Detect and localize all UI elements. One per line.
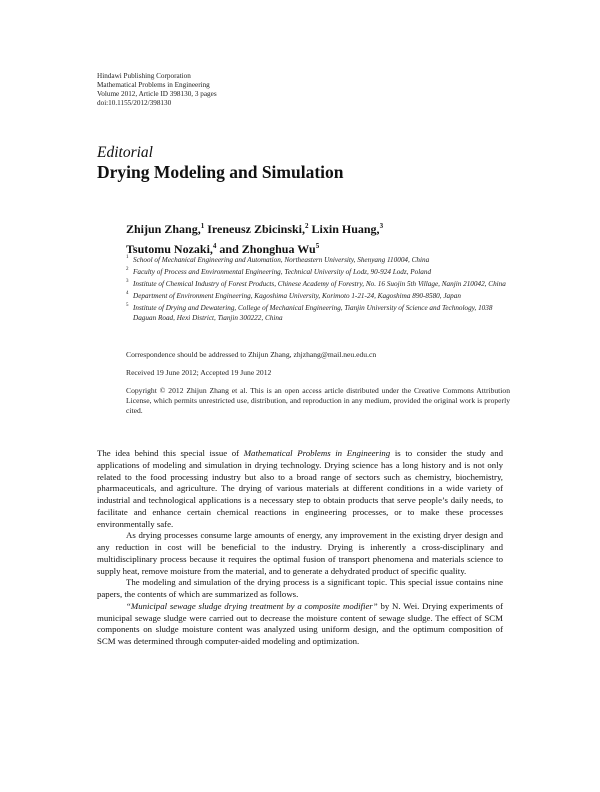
affiliation-text: Institute of Drying and Dewatering, College of Mechanical Engineering, Tianjin University of Science and Technology, 1038 Daguan Road, Hexi District, Tianjin 300222, China [133, 303, 493, 323]
affiliation-item [126, 255, 510, 265]
affiliations [126, 255, 510, 325]
body-text: is to consider the study and applications of modeling and simulation in drying technology. Drying science has a long history and is not only related to the food processing industry but also to a broad range of sectors such as chemistry, biochemistry, pharmaceuticals, and agriculture. The drying of various materials at different conditions in a wide variety of industrial and technological applications is a necessary step to obtain products that serve people’s daily needs, to facilitate and enhance certain chemical reactions in engineering processes, or to make these processes environmentally safe. [97, 448, 503, 529]
author-name: Tsutomu Nozaki, [126, 241, 213, 256]
publisher-info [97, 72, 217, 108]
affiliation-text: School of Mechanical Engineering and Automation, Northeastern University, Shenyang 110004, China [133, 256, 430, 264]
article-title: Drying Modeling and Simulation [97, 162, 344, 182]
body-text: The idea behind this special issue of [97, 448, 244, 458]
journal-title: Mathematical Problems in Engineering [243, 448, 391, 458]
author-name: Lixin Huang, [311, 222, 380, 236]
volume-info: Volume 2012, Article ID 398130, 3 pages [97, 90, 217, 99]
affiliation-text: Institute of Chemical Industry of Forest Products, Chinese Academy of Forestry, No. 16 Suojin 5th Village, Nanjin 210042, China [133, 279, 506, 288]
author-name: Ireneusz Zbicinski, [207, 222, 306, 236]
author-line-1 [126, 218, 506, 238]
body-paragraph [97, 601, 503, 648]
author-affil-ref: 3 [379, 222, 384, 230]
body-paragraph: As drying processes consume large amounts of energy, any improvement in the existing dryer design and any reduction in cost will be beneficial to the industry. Drying is inherently a cross-disciplinary and multidisciplinary process because it requires the optimal fusion of transport phenomena and materials science to supply heat, remove moisture from the material, and to generate a dehydrated product of specific quality. [97, 530, 503, 576]
publisher-name: Hindawi Publishing Corporation [97, 72, 191, 80]
author-list [126, 218, 506, 257]
body-paragraph [97, 448, 503, 530]
affiliation-number: 3 [126, 278, 129, 284]
correspondence: Correspondence should be addressed to Zhijun Zhang, zhjzhang@mail.neu.edu.cn [126, 350, 377, 359]
affiliation-item [126, 279, 510, 289]
article-body [97, 448, 503, 648]
body-text: by N. Wei. Drying experiments of municipal sewage sludge were carried out to decrease the moisture content of sewage sludge. The effect of SCM components on sludge moisture content was analyzed using uniform design, and the optimum composition of SCM was determined through computer-aided modeling and optimization. [97, 600, 503, 646]
article-type: Editorial [97, 144, 153, 161]
author-affil-ref: 1 [200, 222, 205, 230]
author-affil-ref: 5 [315, 241, 320, 250]
received-accepted-dates: Received 19 June 2012; Accepted 19 June 2012 [126, 368, 272, 377]
affiliation-text: Faculty of Process and Environmental Engineering, Technical University of Lodz, 90-924 Lodz, Poland [133, 267, 432, 276]
author-affil-ref: 4 [212, 241, 217, 250]
copyright-notice: Copyright © 2012 Zhijun Zhang et al. This is an open access article distributed under the Creative Commons Attribution License, which permits unrestricted use, distribution, and reproduction in any medium, provided the original work is properly cited. [126, 386, 510, 416]
affiliation-number: 5 [126, 302, 129, 308]
author-affil-ref: 2 [305, 222, 309, 230]
journal-name: Mathematical Problems in Engineering [97, 81, 210, 90]
author-name: and Zhonghua Wu [219, 241, 316, 256]
affiliation-item [126, 267, 510, 277]
affiliation-number: 2 [126, 266, 129, 272]
affiliation-item [126, 303, 510, 323]
affiliation-number: 1 [126, 255, 129, 260]
affiliation-item [126, 291, 510, 301]
affiliation-text: Department of Environment Engineering, Kagoshima University, Korimoto 1-21-24, Kagoshima 890-8580, Japan [133, 291, 461, 300]
paper-title: “Municipal sewage sludge drying treatment by a composite modifier” [126, 600, 378, 611]
body-paragraph: The modeling and simulation of the drying process is a significant topic. This special issue contains nine papers, the contents of which are summarized as follows. [97, 577, 503, 599]
affiliation-number: 4 [126, 290, 129, 296]
author-name: Zhijun Zhang, [126, 222, 201, 236]
doi: doi:10.1155/2012/398130 [97, 99, 172, 108]
